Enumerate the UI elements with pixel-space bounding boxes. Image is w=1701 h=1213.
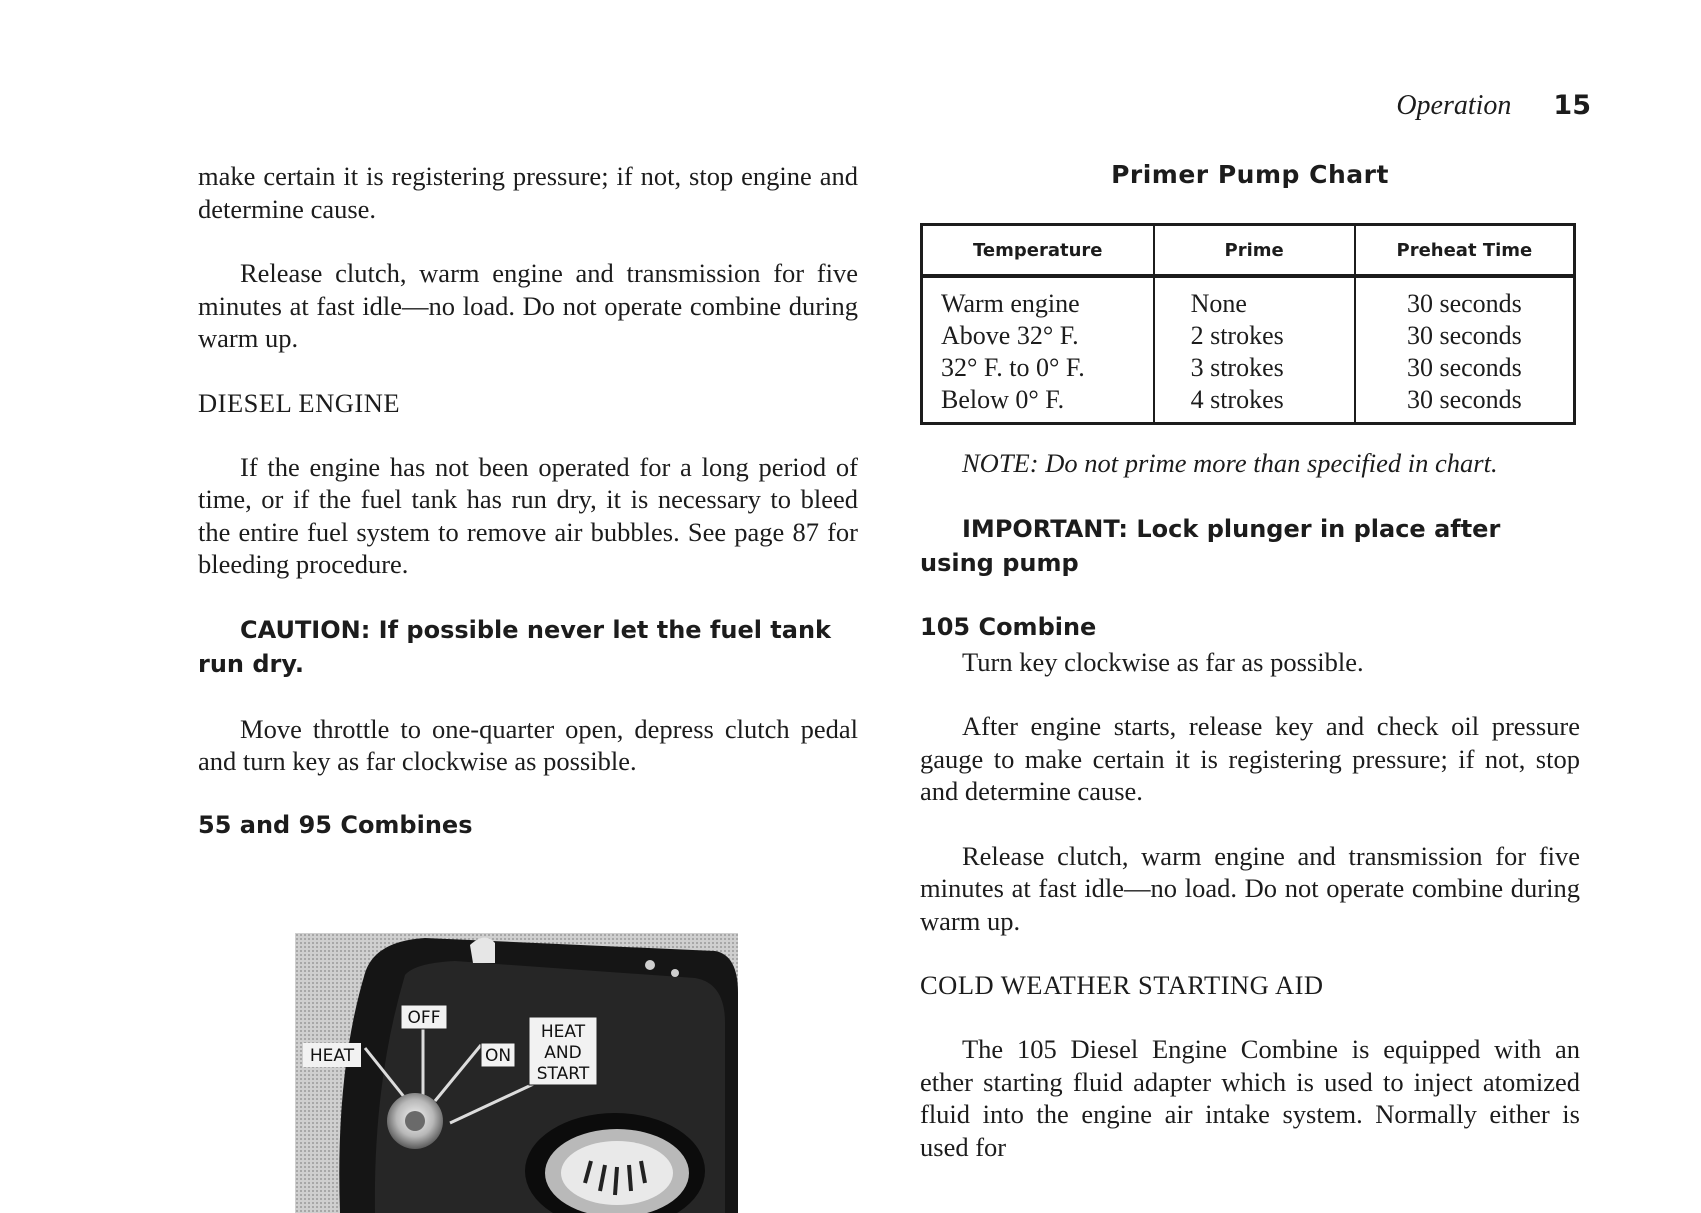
paragraph: The 105 Diesel Engine Combine is equipped with an ether starting fluid adapter which is used to inject atomized fluid into the engine air intake system. Normally either is used for xyxy=(920,1034,1580,1162)
table-cell: Above 32° F. xyxy=(922,320,1154,352)
table-header-row xyxy=(922,225,1575,277)
important-text: IMPORTANT: Lock plunger in place after using pump xyxy=(920,514,1501,577)
table-cell: Warm engine xyxy=(922,276,1154,320)
page-header xyxy=(1396,90,1591,122)
column-header: Preheat Time xyxy=(1355,225,1575,277)
table-cell: 30 seconds xyxy=(1406,385,1522,414)
note-text: NOTE: Do not prime more than specified in chart. xyxy=(962,448,1498,478)
label-heat-and-start-line3: START xyxy=(536,1064,590,1084)
table-cell: Below 0° F. xyxy=(922,384,1154,424)
paragraph: Release clutch, warm engine and transmission for five minutes at fast idle—no load. Do not operate combine during warm up. xyxy=(920,840,1580,936)
table-cell: 3 strokes xyxy=(1154,352,1355,384)
paragraph: If the engine has not been operated for a long period of time, or if the fuel tank has run dry, it is necessary to bleed the entire fuel system to remove air bubbles. See page 87 for bleeding procedure. xyxy=(198,451,858,579)
column-header: Prime xyxy=(1154,225,1355,277)
column-header: Temperature xyxy=(922,225,1154,277)
ignition-switch-photo xyxy=(295,933,738,1213)
table-cell: 30 seconds xyxy=(1406,289,1522,318)
section-title: Operation xyxy=(1396,90,1512,121)
table-row xyxy=(922,276,1575,320)
left-column xyxy=(198,160,858,840)
label-off: OFF xyxy=(407,1008,441,1028)
caution-text: CAUTION: If possible never let the fuel tank run dry. xyxy=(198,615,832,678)
subsection-heading: 105 Combine xyxy=(920,612,1097,641)
table-cell: 32° F. to 0° F. xyxy=(922,352,1154,384)
label-heat-and-start-line1: HEAT xyxy=(540,1022,586,1042)
table-cell: 4 strokes xyxy=(1154,384,1355,424)
table-cell: 2 strokes xyxy=(1154,320,1355,352)
section-heading: DIESEL ENGINE xyxy=(198,387,401,418)
section-heading: COLD WEATHER STARTING AID xyxy=(920,970,1324,1000)
photo-illustration xyxy=(295,933,738,1213)
paragraph: Turn key clockwise as far as possible. xyxy=(962,646,1364,677)
paragraph: Release clutch, warm engine and transmission for five minutes at fast idle—no load. Do not operate combine during warm up. xyxy=(198,258,858,353)
table-row xyxy=(922,384,1575,424)
label-on: ON xyxy=(484,1046,512,1066)
table-row xyxy=(922,352,1575,384)
chart-title: Primer Pump Chart xyxy=(1111,160,1389,189)
label-heat-and-start-line2: AND xyxy=(544,1043,582,1063)
table-cell: 30 seconds xyxy=(1406,321,1522,350)
paragraph: After engine starts, release key and check oil pressure gauge to make certain it is registering pressure; if not, stop and determine cause. xyxy=(920,711,1580,806)
table-cell: 30 seconds xyxy=(1406,353,1522,382)
primer-pump-table xyxy=(920,223,1576,425)
right-column xyxy=(920,160,1580,1195)
page-number: 15 xyxy=(1553,90,1591,121)
table-row xyxy=(922,320,1575,352)
label-heat: HEAT xyxy=(309,1046,355,1066)
paragraph: Move throttle to one-quarter open, depress clutch pedal and turn key as far clockwise as possible. xyxy=(198,713,858,776)
paragraph: make certain it is registering pressure; if not, stop engine and determine cause. xyxy=(198,161,858,224)
subsection-heading: 55 and 95 Combines xyxy=(198,810,473,839)
table-cell: None xyxy=(1154,276,1355,320)
